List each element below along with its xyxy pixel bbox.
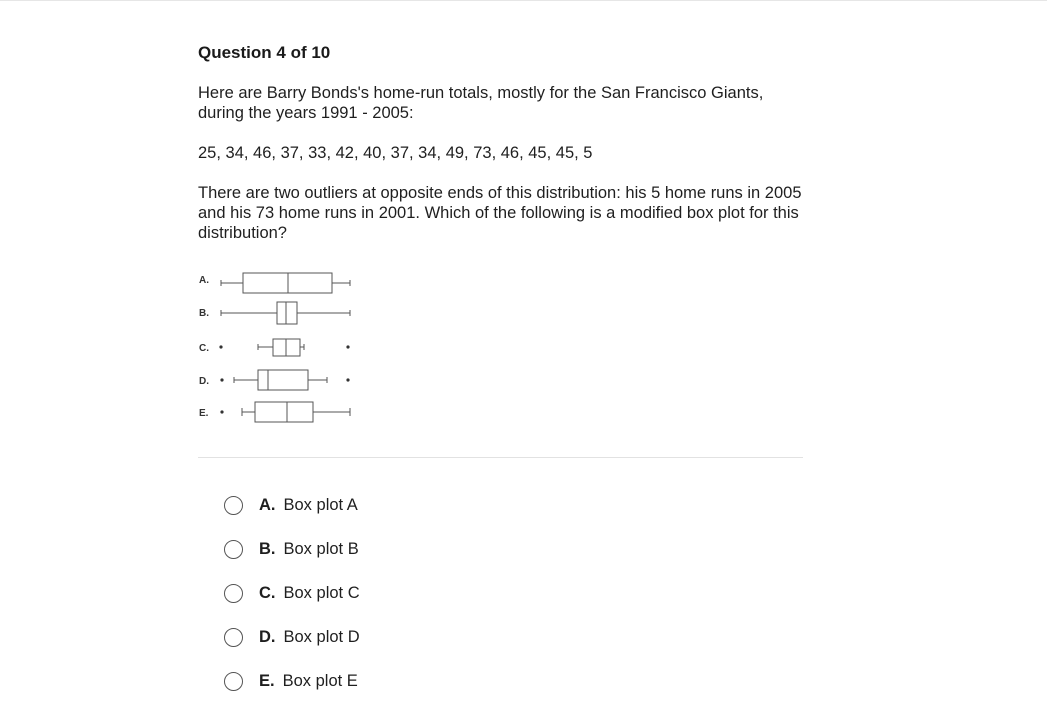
plot-d-low-outlier — [220, 378, 223, 381]
choice-text: Box plot D — [283, 627, 360, 646]
plot-label-d: D. — [199, 376, 209, 387]
plot-c-low-outlier — [219, 345, 222, 348]
choice-letter: C. — [259, 583, 276, 602]
choice-b[interactable] — [222, 527, 360, 571]
choice-a[interactable] — [222, 483, 360, 527]
radio-button-icon[interactable] — [224, 672, 243, 691]
choice-letter: D. — [259, 627, 276, 646]
radio-button-icon[interactable] — [224, 584, 243, 603]
answer-choices — [222, 483, 360, 703]
top-border — [0, 0, 1047, 1]
plot-d-high-outlier — [346, 378, 349, 381]
box-plots-figure — [196, 262, 366, 432]
plot-label-c: C. — [199, 343, 209, 354]
plot-label-b: B. — [199, 308, 209, 319]
choice-letter: A. — [259, 495, 276, 514]
box-plot-e — [242, 402, 350, 422]
choice-text: Box plot C — [283, 583, 360, 602]
radio-button-icon[interactable] — [224, 628, 243, 647]
plot-e-low-outlier — [220, 410, 223, 413]
plot-c-high-outlier — [346, 345, 349, 348]
choice-c[interactable] — [222, 571, 360, 615]
choice-text: Box plot B — [283, 539, 359, 558]
radio-button-icon[interactable] — [224, 496, 243, 515]
plot-label-a: A. — [199, 275, 209, 286]
box-plot-b — [221, 302, 350, 324]
choice-d[interactable] — [222, 615, 360, 659]
plot-label-e: E. — [199, 408, 209, 419]
choice-text: Box plot A — [283, 495, 358, 514]
box-plot-a — [221, 273, 350, 293]
question-prompt: There are two outliers at opposite ends of this distribution: his 5 home runs in 2005 and his 73 home runs in 2001. Which of the following is a modified box plot for this distribution? — [198, 184, 802, 242]
box-plot-c — [258, 339, 304, 356]
divider — [198, 457, 803, 458]
choice-letter: B. — [259, 539, 276, 558]
choice-text: Box plot E — [282, 671, 358, 690]
data-values: 25, 34, 46, 37, 33, 42, 40, 37, 34, 49, 73, 46, 45, 45, 5 — [198, 144, 593, 162]
question-title: Question 4 of 10 — [198, 43, 331, 62]
choice-e[interactable] — [222, 659, 360, 703]
box-plot-d — [234, 370, 327, 390]
choice-letter: E. — [259, 671, 275, 690]
question-intro: Here are Barry Bonds's home-run totals, mostly for the San Francisco Giants, during the years 1991 - 2005: — [198, 84, 764, 122]
radio-button-icon[interactable] — [224, 540, 243, 559]
